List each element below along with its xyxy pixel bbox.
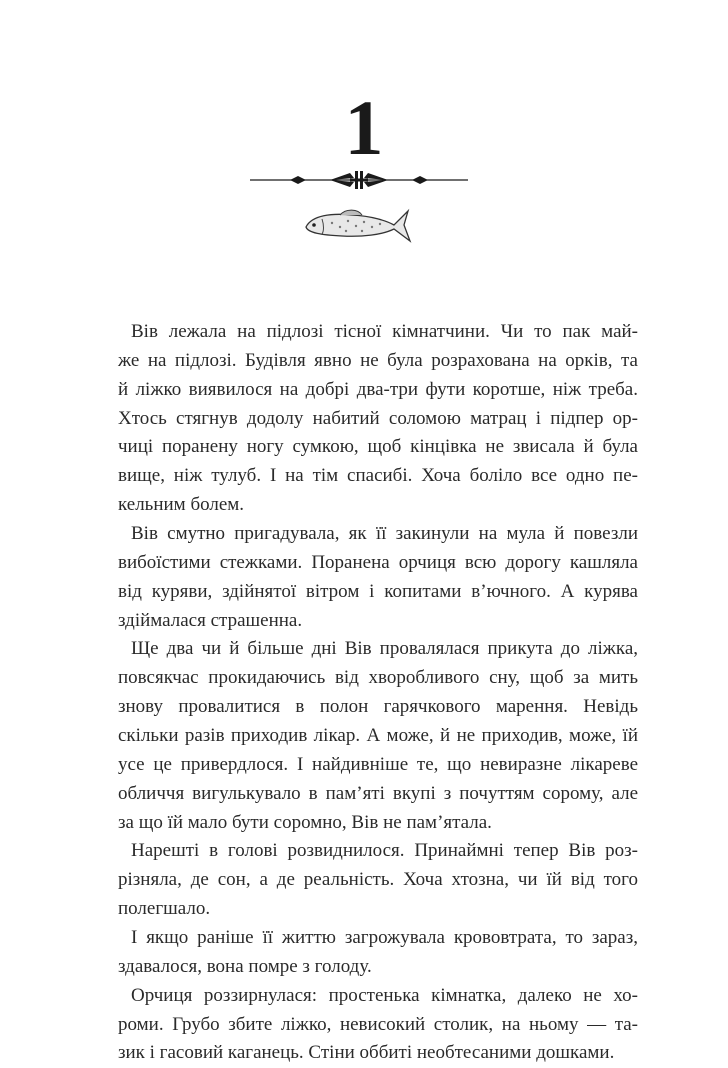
text-line: Хтось стягнув додолу набитий соломою матрац і підпер ор-	[118, 407, 638, 429]
ornament-divider-icon	[250, 168, 470, 192]
text-line: усе це привердлося. І найдивніше те, що невиразне лікареве	[118, 753, 638, 775]
text-line: зик і гасовий каганець. Стіни оббиті необтесаними дошками.	[118, 1042, 615, 1064]
text-line: Орчиця роззирнулася: простенька кімнатка, далеко не хо-	[131, 984, 638, 1006]
text-line: вище, ніж тулуб. І на тім спасибі. Хоча боліло все одно пе-	[118, 465, 638, 487]
fish-illustration-icon	[302, 205, 414, 245]
text-line: скільки разів приходив лікар. А може, й не приходив, може, їй	[118, 725, 638, 747]
text-line: Вів смутно пригадувала, як її закинули на мула й повезли	[131, 523, 638, 545]
text-line: здавалося, вона помре з голоду.	[118, 955, 372, 977]
text-line: Вів лежала на підлозі тісної кімнатчини. Чи то пак май-	[131, 321, 638, 342]
chapter-number: 1	[344, 84, 384, 171]
body-text	[118, 318, 638, 1068]
text-line: за що їй мало бути соромно, Вів не пам’ятала.	[118, 811, 492, 833]
text-line: повсякчас прокидаючись від хворобливого сну, щоб за мить	[118, 667, 638, 689]
text-line: чиці поранену ногу сумкою, щоб кінцівка не звисала й була	[118, 436, 638, 458]
text-line: знову провалитися в полон гарячкового марення. Невідь	[118, 696, 638, 718]
text-line: кельним болем.	[118, 494, 245, 516]
text-line: же на підлозі. Будівля явно не була розрахована на орків, та	[118, 349, 638, 371]
text-line: й ліжко виявилося на добрі два-три фути коротше, ніж треба.	[118, 378, 638, 400]
text-line: здіймалася страшенна.	[118, 609, 303, 631]
text-line: від куряви, здійнятої вітром і копитами в’ючного. А курява	[118, 580, 638, 602]
text-line: Нарешті в голові розвиднилося. Принаймні тепер Вів роз-	[131, 840, 638, 862]
text-line: Ще два чи й більше дні Вів провалялася прикута до ліжка,	[131, 638, 638, 660]
text-line: роми. Грубо збите ліжко, невисокий столик, на ньому — та-	[118, 1013, 638, 1035]
text-line: І якщо раніше її життю загрожувала крововтрата, то зараз,	[131, 927, 638, 949]
text-line: вибоїстими стежками. Поранена орчиця всю дорогу кашляла	[118, 551, 638, 573]
text-line: різняла, де сон, а де реальність. Хоча хтозна, чи їй від того	[118, 869, 638, 891]
text-line: обличчя вигулькувало в пам’яті вкупі з почуттям сорому, але	[118, 782, 638, 804]
text-line: полегшало.	[118, 898, 211, 920]
